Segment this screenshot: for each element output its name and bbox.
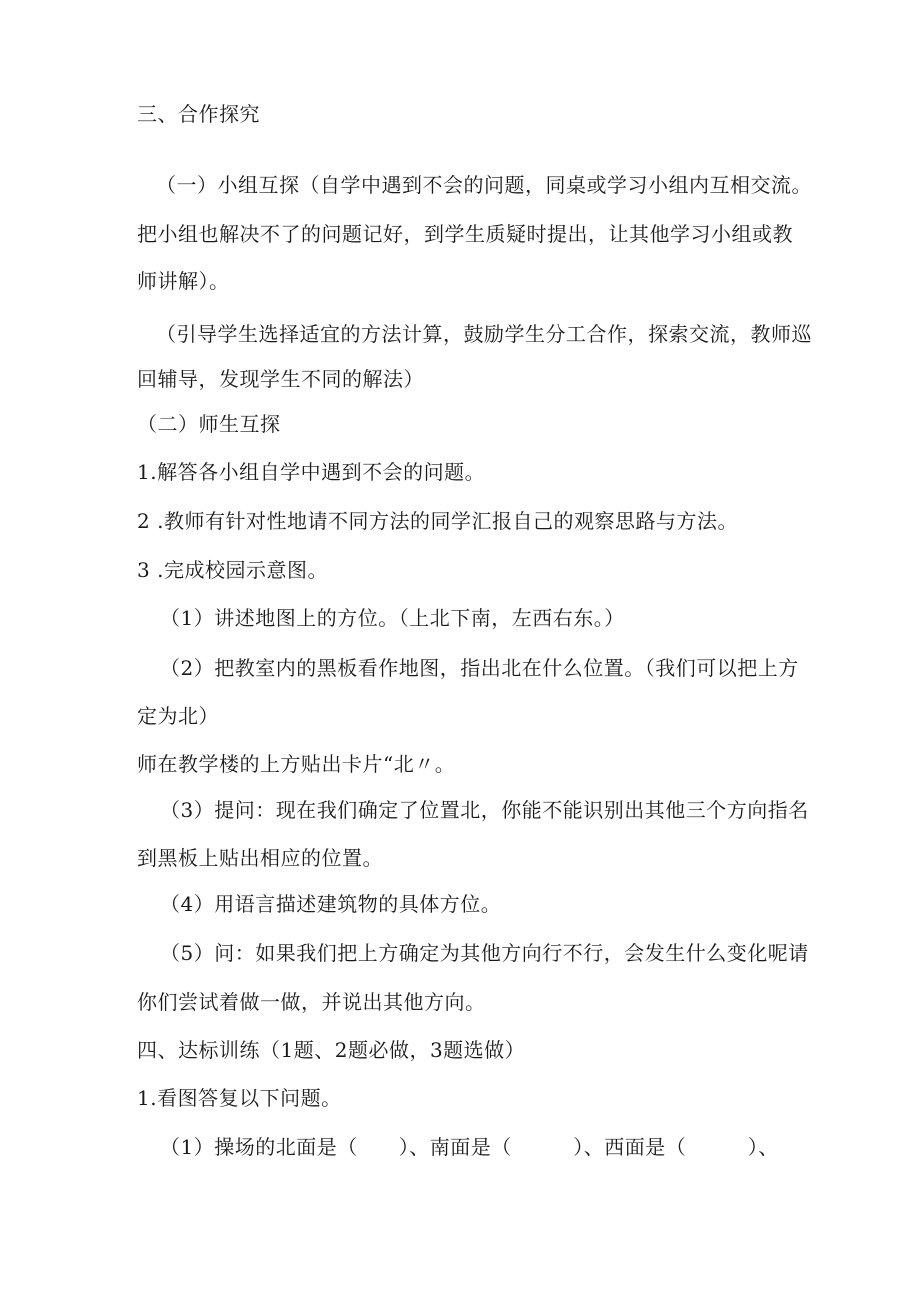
sub-item-3-line-1: （3）提问：现在我们确定了位置北，你能不能识别出其他三个方向指名 bbox=[160, 798, 809, 822]
teacher-note: 师在教学楼的上方贴出卡片“北〃。 bbox=[137, 752, 456, 776]
list-item-1: 1.解答各小组自学中遇到不会的问题。 bbox=[137, 460, 486, 484]
sub-item-4: （4）用语言描述建筑物的具体方位。 bbox=[160, 892, 502, 916]
subsection-title-teacher-student: （二）师生互探 bbox=[137, 412, 281, 436]
group-inquiry-paragraph-line-3: 师讲解）。 bbox=[137, 269, 230, 293]
list-item-2: 2 .教师有针对性地请不同方法的同学汇报自己的观察思路与方法。 bbox=[137, 509, 738, 533]
exercise-1-sub-1: （1）操场的北面是（ ）、南面是（ ）、西面是（ ）、 bbox=[160, 1135, 779, 1159]
sub-item-5-line-1: （5）问：如果我们把上方确定为其他方向行不行，会发生什么变化呢请 bbox=[160, 941, 809, 965]
group-inquiry-paragraph-line-1: （一）小组互探（自学中遇到不会的问题，同桌或学习小组内互相交流。 bbox=[156, 173, 812, 197]
list-item-3: 3 .完成校园示意图。 bbox=[137, 558, 328, 582]
sub-item-2-line-2: 定为北） bbox=[137, 704, 219, 728]
guidance-note-line-2: 回辅导，发现学生不同的解法） bbox=[137, 367, 424, 391]
exercise-1: 1.看图答复以下问题。 bbox=[137, 1086, 342, 1110]
sub-item-1: （1）讲述地图上的方位。（上北下南，左西右东。） bbox=[160, 606, 625, 630]
sub-item-5-line-2: 你们尝试着做一做，并说出其他方向。 bbox=[137, 990, 486, 1014]
section-heading-practice: 四、达标训练（1题、2题必做，3题选做） bbox=[137, 1038, 526, 1062]
section-heading-cooperative-inquiry: 三、合作探究 bbox=[137, 102, 260, 126]
guidance-note-line-1: （引导学生选择适宜的方法计算，鼓励学生分工合作，探索交流，教师巡 bbox=[156, 322, 812, 346]
group-inquiry-paragraph-line-2: 把小组也解决不了的问题记好，到学生质疑时提出，让其他学习小组或教 bbox=[137, 222, 793, 246]
sub-item-2-line-1: （2）把教室内的黑板看作地图，指出北在什么位置。（我们可以把上方 bbox=[160, 656, 799, 680]
sub-item-3-line-2: 到黑板上贴出相应的位置。 bbox=[137, 846, 383, 870]
